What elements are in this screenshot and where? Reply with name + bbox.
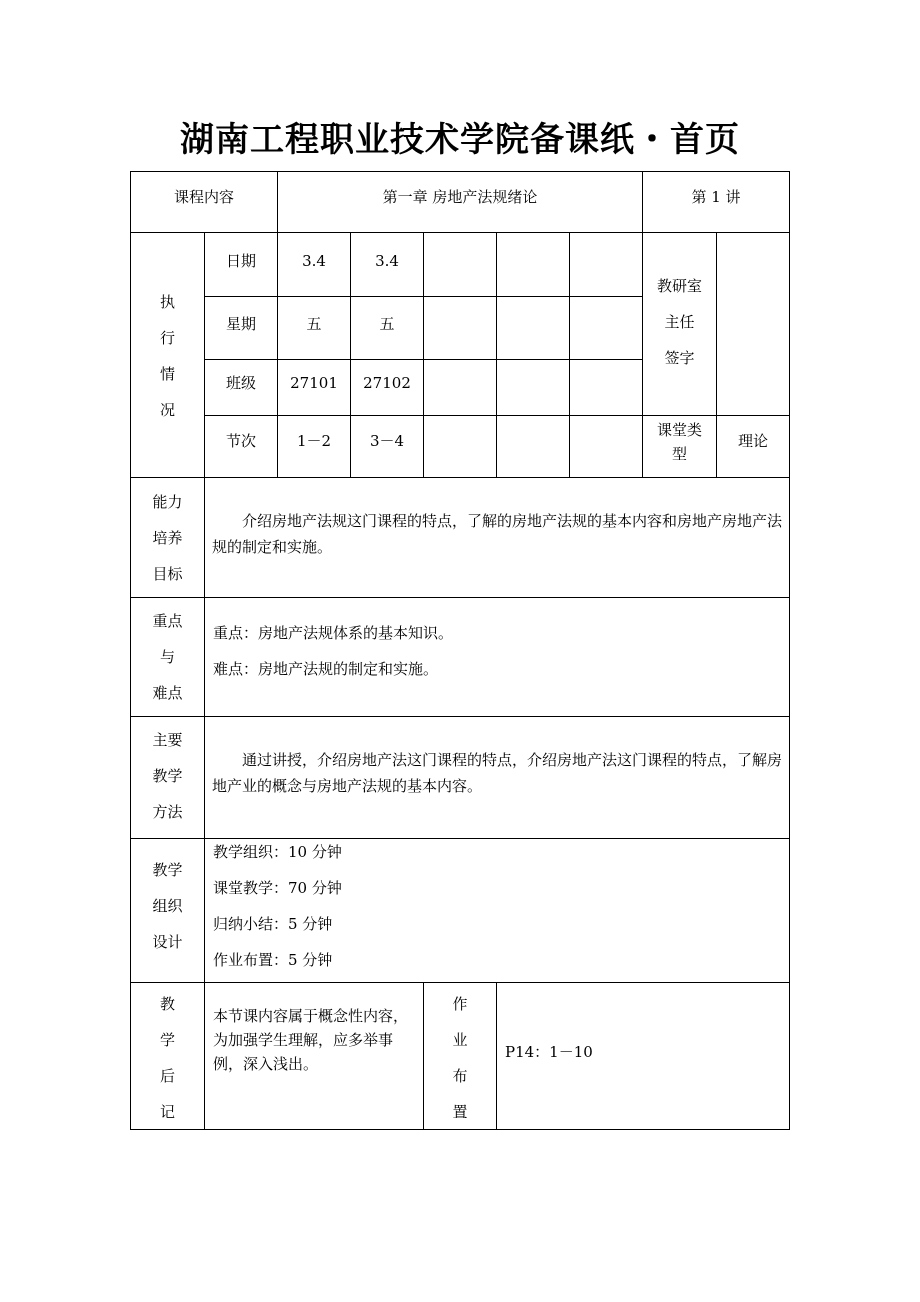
class-cell: 27102 (363, 374, 411, 392)
postscript-label: 教 学 后 记 (159, 995, 175, 1121)
postscript-text: 本节课内容属于概念性内容，为加强学生理解，应多举事例，深入浅出。 (213, 1007, 409, 1073)
homework-value: P14：1－10 (505, 1043, 593, 1061)
ability-text: 介绍房地产法规这门课程的特点，了解的房地产法规的基本内容和房地产房地产法规的制定和实施。 (212, 512, 783, 556)
course-content-label: 课程内容 (173, 188, 234, 206)
course-content-value: 第一章 房地产法规绪论 (382, 188, 538, 206)
weekday-cell: 五 (379, 315, 395, 333)
focus-label: 重点 与 难点 (152, 612, 183, 702)
lecture-number: 第 1 讲 (691, 188, 741, 206)
period-cell: 1－2 (296, 432, 332, 450)
date-label: 日期 (225, 252, 256, 270)
difficult-point-text: 难点：房地产法规的制定和实施。 (213, 660, 439, 678)
key-point-text: 重点：房地产法规体系的基本知识。 (213, 624, 454, 642)
ability-label: 能力 培养 目标 (152, 493, 183, 583)
date-cell: 3.4 (375, 252, 399, 270)
design-item: 归纳小结：5 分钟 (213, 915, 333, 933)
class-label: 班级 (225, 374, 256, 392)
method-text: 通过讲授，介绍房地产法这门课程的特点，介绍房地产法这门课程的特点，了解房地产业的概念与房地产法规的基本内容。 (212, 751, 783, 795)
weekday-cell: 五 (306, 315, 322, 333)
weekday-label: 星期 (225, 315, 256, 333)
design-item: 作业布置：5 分钟 (213, 951, 333, 969)
page-title: 湖南工程职业技术学院备课纸・首页 (180, 120, 740, 160)
execution-label: 执 行 情 况 (159, 293, 175, 419)
class-type-value: 理论 (737, 432, 768, 450)
design-item: 课堂教学：70 分钟 (213, 879, 342, 897)
period-cell: 3－4 (369, 432, 405, 450)
period-label: 节次 (225, 432, 256, 450)
design-item: 教学组织：10 分钟 (213, 843, 342, 861)
design-label: 教学 组织 设计 (152, 861, 183, 951)
homework-label: 作 业 布 置 (452, 995, 468, 1121)
date-cell: 3.4 (302, 252, 326, 270)
class-cell: 27101 (290, 374, 338, 392)
class-type-label: 课堂类 型 (656, 421, 702, 463)
method-label: 主要 教学 方法 (152, 731, 183, 821)
director-sign-label: 教研室 主任 签字 (656, 277, 702, 367)
